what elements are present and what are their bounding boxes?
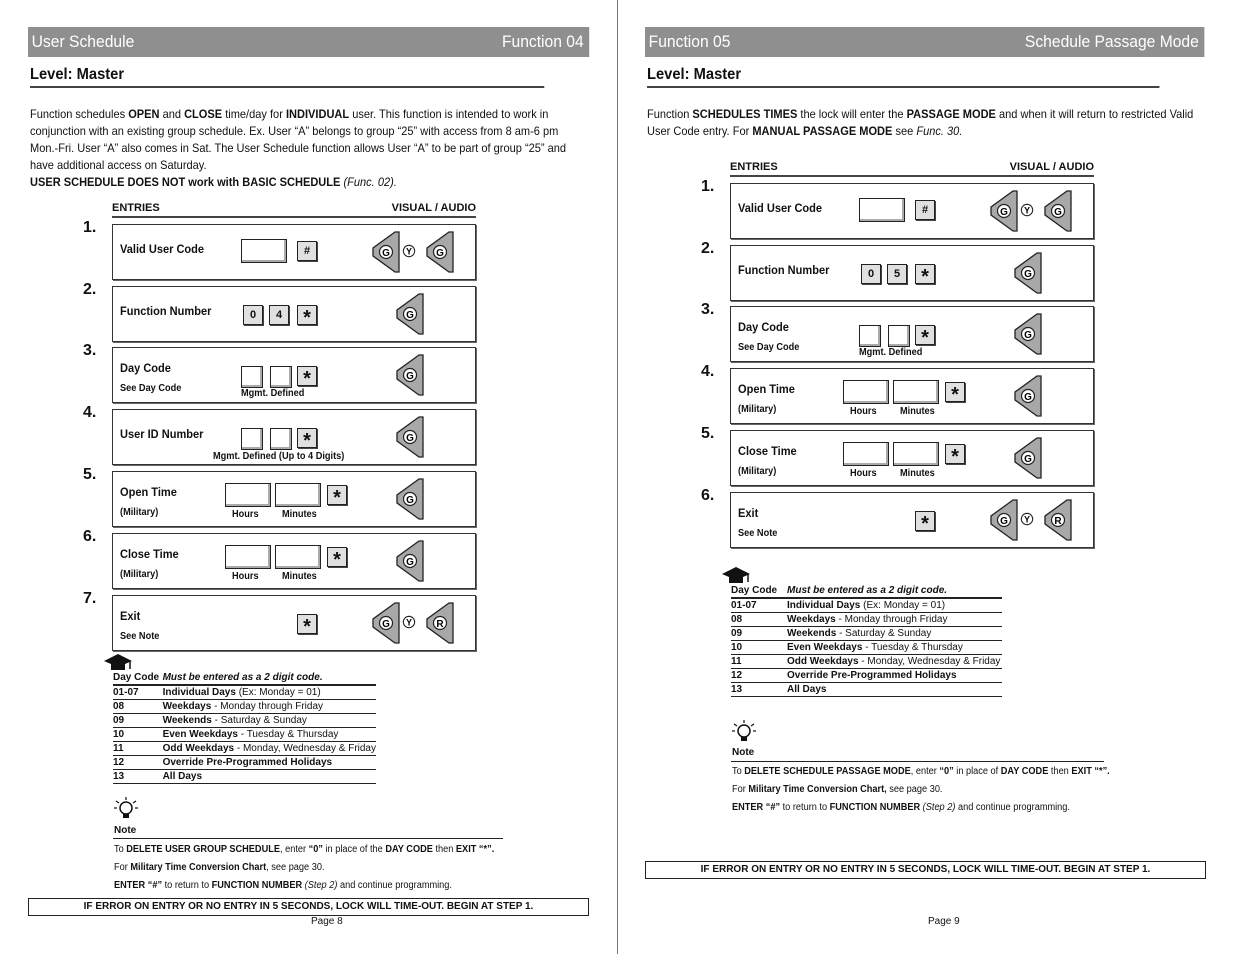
led-letter: Y — [406, 617, 412, 628]
step-box — [701, 240, 1094, 301]
note-text: For — [732, 784, 746, 795]
led-y-icon — [402, 615, 416, 629]
step-box — [701, 425, 1094, 486]
led-r-icon — [1041, 499, 1073, 541]
star-key[interactable]: * — [915, 511, 935, 531]
led-g-icon — [423, 231, 455, 273]
led-r-icon — [423, 602, 455, 644]
led-letter: G — [382, 619, 390, 630]
lightbulb-icon — [732, 720, 756, 746]
led-letter: G — [382, 248, 390, 259]
step-number: 1. — [83, 219, 97, 236]
digit-input[interactable] — [270, 366, 292, 388]
day-code: 10 — [113, 728, 163, 742]
hours-input[interactable] — [225, 545, 271, 569]
right-banner-title: Schedule Passage Mode — [1024, 32, 1199, 51]
day-code-name: Weekends — [787, 628, 837, 639]
star-key[interactable]: * — [945, 382, 965, 402]
digit-key[interactable]: 4 — [269, 305, 289, 325]
minutes-input[interactable] — [893, 380, 939, 404]
note-text: Military Time Conversion Chart — [130, 862, 267, 873]
day-code-name: Individual Days — [787, 600, 861, 611]
day-code-detail: - Monday, Wednesday & Friday — [234, 743, 376, 754]
day-code: 11 — [113, 742, 163, 756]
note-text: Military Time Conversion Chart, — [748, 784, 887, 795]
step-number: 4. — [83, 404, 97, 421]
note-text: and continue programming. — [957, 802, 1070, 813]
led-g-icon — [987, 499, 1019, 541]
led-letter: Y — [1024, 205, 1030, 216]
step-box — [701, 363, 1094, 424]
hours-label: Hours — [850, 406, 877, 417]
led-g-icon — [393, 540, 425, 582]
led-g-icon — [393, 416, 425, 458]
day-code: 09 — [113, 714, 163, 728]
right-level-text: Level: Master — [647, 66, 742, 83]
day-code-name: Even Weekdays — [162, 729, 238, 740]
day-code-desc — [787, 683, 1002, 697]
step-number: 5. — [83, 466, 97, 483]
minutes-label: Minutes — [900, 468, 935, 479]
note-text: “0” — [308, 844, 323, 855]
left-note-text — [114, 841, 500, 895]
day-code-detail: - Saturday & Sunday — [211, 715, 307, 726]
code-input[interactable] — [241, 239, 287, 263]
day-code: 01-07 — [113, 685, 163, 700]
led-g-icon — [369, 231, 401, 273]
step-title: Close Time — [120, 547, 179, 561]
day-code-desc — [787, 613, 1002, 627]
star-key[interactable]: * — [945, 444, 965, 464]
star-key[interactable]: * — [327, 485, 347, 505]
step-subtitle: (Military) — [120, 507, 159, 518]
table-row — [731, 598, 1002, 613]
step-input-note: Mgmt. Defined — [859, 347, 923, 358]
star-key[interactable]: * — [915, 264, 935, 284]
day-code: 13 — [731, 683, 787, 697]
step-subtitle: (Military) — [120, 569, 159, 580]
left-banner — [28, 27, 589, 57]
note-text: (Step 2) — [304, 880, 338, 891]
right-error-banner: IF ERROR ON ENTRY OR NO ENTRY IN 5 SECONDS, LOCK WILL TIME-OUT. BEGIN AT STEP 1. — [645, 861, 1206, 879]
digit-key[interactable]: 0 — [861, 264, 881, 284]
note-text: in place of — [956, 766, 999, 777]
note-text: * — [1098, 766, 1103, 777]
note-text: to return to — [782, 802, 828, 813]
led-letter: R — [436, 619, 444, 630]
day-code-name: Individual Days — [162, 687, 236, 698]
left-note-label: Note — [114, 825, 137, 836]
day-code-desc — [163, 685, 376, 700]
step-title: Open Time — [120, 485, 177, 499]
star-key[interactable]: * — [297, 614, 317, 634]
day-code-detail: - Monday through Friday — [211, 701, 324, 712]
digit-input[interactable] — [241, 366, 263, 388]
step-title: Day Code — [738, 320, 789, 334]
led-letter: G — [436, 248, 444, 259]
led-letter: G — [406, 557, 414, 568]
day-code-desc — [787, 598, 1002, 613]
pound-key[interactable]: # — [297, 241, 317, 261]
table-row — [113, 728, 376, 742]
step-title: Valid User Code — [738, 201, 823, 215]
step-box — [83, 466, 476, 527]
step-number: 7. — [83, 590, 97, 607]
step-title: Function Number — [738, 263, 830, 277]
minutes-label: Minutes — [282, 571, 317, 582]
table-row — [731, 683, 1002, 697]
day-code-desc — [787, 627, 1002, 641]
note-text: DELETE SCHEDULE PASSAGE MODE — [744, 766, 911, 777]
table-row — [113, 770, 376, 784]
led-g-icon — [1011, 313, 1043, 355]
step-input-note: Mgmt. Defined (Up to 4 Digits) — [213, 451, 345, 462]
step-subtitle: See Day Code — [120, 383, 182, 394]
day-code-detail: (Ex: Monday = 01) — [235, 687, 321, 698]
left-day-code-table — [113, 671, 376, 784]
entries-label: ENTRIES — [730, 161, 778, 173]
star-key[interactable]: * — [915, 325, 935, 345]
day-code-name: Odd Weekdays — [162, 743, 235, 754]
day-code-desc — [787, 669, 1002, 683]
note-text: DAY CODE — [385, 844, 433, 855]
step-box — [83, 342, 476, 403]
day-code: 09 — [731, 627, 787, 641]
note-text: , enter — [279, 844, 307, 855]
day-code-name: Override Pre-Programmed Holidays — [787, 670, 957, 681]
visual-audio-label: VISUAL / AUDIO — [1009, 161, 1094, 173]
intro-text: Function schedules — [30, 107, 126, 121]
right-day-code-table — [731, 584, 1002, 697]
intro-text: the lock will enter the — [800, 107, 904, 121]
table-row — [731, 669, 1002, 683]
hours-label: Hours — [232, 571, 259, 582]
led-g-icon — [393, 293, 425, 335]
led-g-icon — [393, 354, 425, 396]
right-note-rule — [731, 761, 1104, 762]
led-g-icon — [1011, 375, 1043, 417]
right-page-number: Page 9 — [928, 916, 960, 927]
minutes-input[interactable] — [893, 442, 939, 466]
table-row — [731, 613, 1002, 627]
step-box — [83, 219, 476, 280]
step-title: Day Code — [120, 361, 171, 375]
step-subtitle: See Note — [738, 528, 778, 539]
step-number: 3. — [83, 342, 97, 359]
pound-key[interactable]: # — [915, 200, 935, 220]
right-note-text — [732, 763, 1118, 817]
led-letter: G — [406, 433, 414, 444]
left-error-banner: IF ERROR ON ENTRY OR NO ENTRY IN 5 SECONDS, LOCK WILL TIME-OUT. BEGIN AT STEP 1. — [28, 898, 589, 916]
day-code-name: All Days — [787, 684, 827, 695]
led-g-icon — [1011, 437, 1043, 479]
note-text: DAY CODE — [1000, 766, 1049, 777]
day-code: 11 — [731, 655, 787, 669]
day-code-detail: - Tuesday & Thursday — [237, 729, 339, 740]
left-level-text: Level: Master — [30, 66, 125, 83]
entries-label: ENTRIES — [112, 202, 160, 214]
led-letter: Y — [406, 246, 412, 257]
note-text: to return to — [164, 880, 210, 891]
minutes-label: Minutes — [900, 406, 935, 417]
day-code-desc — [787, 655, 1002, 669]
step-box — [83, 281, 476, 342]
note-text: FUNCTION NUMBER — [211, 880, 303, 891]
step-number: 1. — [701, 178, 715, 195]
day-code: 01-07 — [731, 598, 787, 613]
led-letter: G — [1000, 207, 1008, 218]
step-number: 5. — [701, 425, 715, 442]
step-number: 6. — [83, 528, 97, 545]
day-code: 13 — [113, 770, 163, 784]
code-input[interactable] — [859, 198, 905, 222]
left-banner-title: User Schedule — [31, 32, 135, 51]
step-title: Open Time — [738, 382, 795, 396]
step-title: Function Number — [120, 304, 212, 318]
intro-text: time/day for — [225, 107, 283, 121]
led-letter: G — [1024, 392, 1032, 403]
grad-cap-icon — [102, 653, 134, 673]
led-y-icon — [1020, 203, 1034, 217]
led-letter: G — [406, 371, 414, 382]
right-entries-header — [730, 161, 1094, 177]
intro-warning: USER SCHEDULE DOES NOT work with BASIC SCHEDULE — [30, 175, 341, 189]
intro-text: Func. 30. — [916, 124, 963, 138]
note-text: For — [114, 862, 128, 873]
visual-audio-label: VISUAL / AUDIO — [391, 202, 476, 214]
left-intro — [30, 106, 582, 191]
step-box — [83, 404, 476, 465]
intro-individual: INDIVIDUAL — [285, 107, 350, 121]
led-letter: G — [1054, 207, 1062, 218]
right-banner-function: Function 05 — [648, 32, 731, 51]
note-text: ”. — [487, 844, 495, 855]
day-code-desc — [163, 728, 376, 742]
note-text: * — [483, 844, 488, 855]
day-code-name: Override Pre-Programmed Holidays — [162, 757, 333, 768]
day-code-name: Odd Weekdays — [787, 656, 859, 667]
star-key[interactable]: * — [297, 305, 317, 325]
intro-close: CLOSE — [184, 107, 223, 121]
right-note-label: Note — [732, 747, 755, 758]
grad-cap-icon — [720, 566, 752, 586]
note-text: EXIT “ — [1071, 766, 1099, 777]
star-key[interactable]: * — [327, 547, 347, 567]
digit-key[interactable]: 0 — [243, 305, 263, 325]
intro-text: PASSAGE MODE — [906, 107, 996, 121]
step-title: Exit — [738, 506, 759, 520]
step-subtitle: See Note — [120, 631, 160, 642]
intro-warning-ref: (Func. 02). — [343, 175, 397, 189]
step-number: 4. — [701, 363, 715, 380]
led-g-icon — [987, 190, 1019, 232]
left-banner-function: Function 04 — [501, 32, 584, 51]
step-number: 6. — [701, 487, 715, 504]
led-g-icon — [393, 478, 425, 520]
day-code-instruction: Must be entered as a 2 digit code. — [787, 584, 1002, 598]
digit-input[interactable] — [859, 325, 881, 347]
note-text: then — [1050, 766, 1069, 777]
left-page-number: Page 8 — [311, 916, 343, 927]
note-text: in place of the — [325, 844, 383, 855]
step-subtitle: (Military) — [738, 404, 777, 415]
day-code-desc — [163, 742, 376, 756]
note-text: ”. — [1102, 766, 1110, 777]
note-text: ENTER “#” — [114, 880, 163, 891]
left-entries-header — [112, 202, 476, 218]
led-y-icon — [1020, 512, 1034, 526]
step-number: 2. — [701, 240, 715, 257]
day-code-desc — [163, 756, 376, 770]
day-code-detail: - Monday, Wednesday & Friday — [858, 656, 1001, 667]
led-y-icon — [402, 244, 416, 258]
day-code-name: Weekdays — [787, 614, 836, 625]
step-input-note: Mgmt. Defined — [241, 388, 305, 399]
led-letter: G — [1000, 516, 1008, 527]
led-letter: G — [1024, 269, 1032, 280]
hours-label: Hours — [850, 468, 877, 479]
day-code-name: Weekdays — [162, 701, 212, 712]
step-box — [701, 178, 1094, 239]
day-code-desc — [163, 770, 376, 784]
digit-key[interactable]: 5 — [887, 264, 907, 284]
day-code-detail: (Ex: Monday = 01) — [860, 600, 946, 611]
digit-input[interactable] — [888, 325, 910, 347]
digit-input[interactable] — [241, 428, 263, 450]
note-text: FUNCTION NUMBER — [829, 802, 921, 813]
star-key[interactable]: * — [297, 366, 317, 386]
minutes-input[interactable] — [275, 545, 321, 569]
led-letter: G — [406, 495, 414, 506]
day-code-header: Day Code — [731, 584, 787, 598]
step-number: 2. — [83, 281, 97, 298]
hours-input[interactable] — [843, 442, 889, 466]
note-text: ENTER “#” — [732, 802, 781, 813]
day-code-header-row — [731, 584, 1002, 598]
step-subtitle: See Day Code — [738, 342, 800, 353]
table-row — [731, 627, 1002, 641]
led-g-icon — [369, 602, 401, 644]
digit-input[interactable] — [270, 428, 292, 450]
step-title: User ID Number — [120, 427, 204, 441]
note-text: and continue programming. — [339, 880, 452, 891]
day-code-detail: - Monday through Friday — [835, 614, 948, 625]
day-code: 12 — [113, 756, 163, 770]
star-key[interactable]: * — [297, 428, 317, 448]
led-letter: G — [406, 310, 414, 321]
hours-input[interactable] — [225, 483, 271, 507]
day-code-instruction: Must be entered as a 2 digit code. — [163, 671, 376, 685]
day-code-desc — [163, 714, 376, 728]
hours-label: Hours — [232, 509, 259, 520]
note-text: then — [435, 844, 454, 855]
minutes-label: Minutes — [282, 509, 317, 520]
note-text: (Step 2) — [922, 802, 956, 813]
minutes-input[interactable] — [275, 483, 321, 507]
intro-text: see — [895, 124, 914, 138]
right-intro — [647, 106, 1199, 140]
step-subtitle: (Military) — [738, 466, 777, 477]
left-level — [30, 66, 544, 88]
step-title: Valid User Code — [120, 242, 205, 256]
day-code: 12 — [731, 669, 787, 683]
day-code-detail: - Tuesday & Thursday — [862, 642, 963, 653]
day-code-desc — [163, 700, 376, 714]
page-divider — [617, 0, 618, 954]
intro-text: MANUAL PASSAGE MODE — [752, 124, 893, 138]
table-row — [113, 714, 376, 728]
day-code-desc — [787, 641, 1002, 655]
day-code-name: Even Weekdays — [787, 642, 863, 653]
intro-text: Function — [647, 107, 690, 121]
table-row — [113, 685, 376, 700]
step-box — [701, 487, 1094, 548]
table-row — [113, 700, 376, 714]
table-row — [731, 655, 1002, 669]
day-code-header: Day Code — [113, 671, 163, 685]
lightbulb-icon — [114, 797, 138, 823]
right-banner — [645, 27, 1204, 57]
intro-open: OPEN — [128, 107, 160, 121]
day-code-name: Weekends — [162, 715, 212, 726]
left-note-rule — [113, 838, 503, 839]
note-text: To — [732, 766, 742, 777]
step-box — [83, 590, 476, 651]
day-code: 10 — [731, 641, 787, 655]
step-box — [83, 528, 476, 589]
day-code-detail: - Saturday & Sunday — [836, 628, 932, 639]
intro-text: user. This function is intended to work in conjunction with an existing group schedule. Ex. User “A” belongs to group “25” with access from 8 am-6 pm Mon.-Fri. User “A” also comes in Sat. The User Schedule function allows User “A” to be part of group “25” and have additional access on Saturday. — [30, 107, 567, 172]
day-code-name: All Days — [162, 771, 203, 782]
intro-text: and — [162, 107, 182, 121]
note-text: see page 30. — [889, 784, 943, 795]
table-row — [113, 742, 376, 756]
led-g-icon — [1041, 190, 1073, 232]
intro-text: SCHEDULES TIMES — [692, 107, 798, 121]
led-g-icon — [1011, 252, 1043, 294]
note-text: DELETE USER GROUP SCHEDULE — [126, 844, 280, 855]
led-letter: Y — [1024, 514, 1030, 525]
note-text: “0” — [939, 766, 954, 777]
step-title: Exit — [120, 609, 141, 623]
day-code-header-row — [113, 671, 376, 685]
step-box — [701, 301, 1094, 362]
note-text: EXIT “ — [455, 844, 484, 855]
led-letter: G — [1024, 330, 1032, 341]
step-title: Close Time — [738, 444, 797, 458]
led-letter: R — [1054, 516, 1062, 527]
day-code: 08 — [113, 700, 163, 714]
led-letter: G — [1024, 454, 1032, 465]
right-level — [647, 66, 1159, 88]
day-code: 08 — [731, 613, 787, 627]
table-row — [731, 641, 1002, 655]
table-row — [113, 756, 376, 770]
hours-input[interactable] — [843, 380, 889, 404]
step-number: 3. — [701, 301, 715, 318]
note-text: , see page 30. — [266, 862, 325, 873]
note-text: To — [114, 844, 124, 855]
intro-text: and when it will return to restricted Valid User Code entry. For — [647, 107, 1194, 138]
note-text: , enter — [910, 766, 937, 777]
